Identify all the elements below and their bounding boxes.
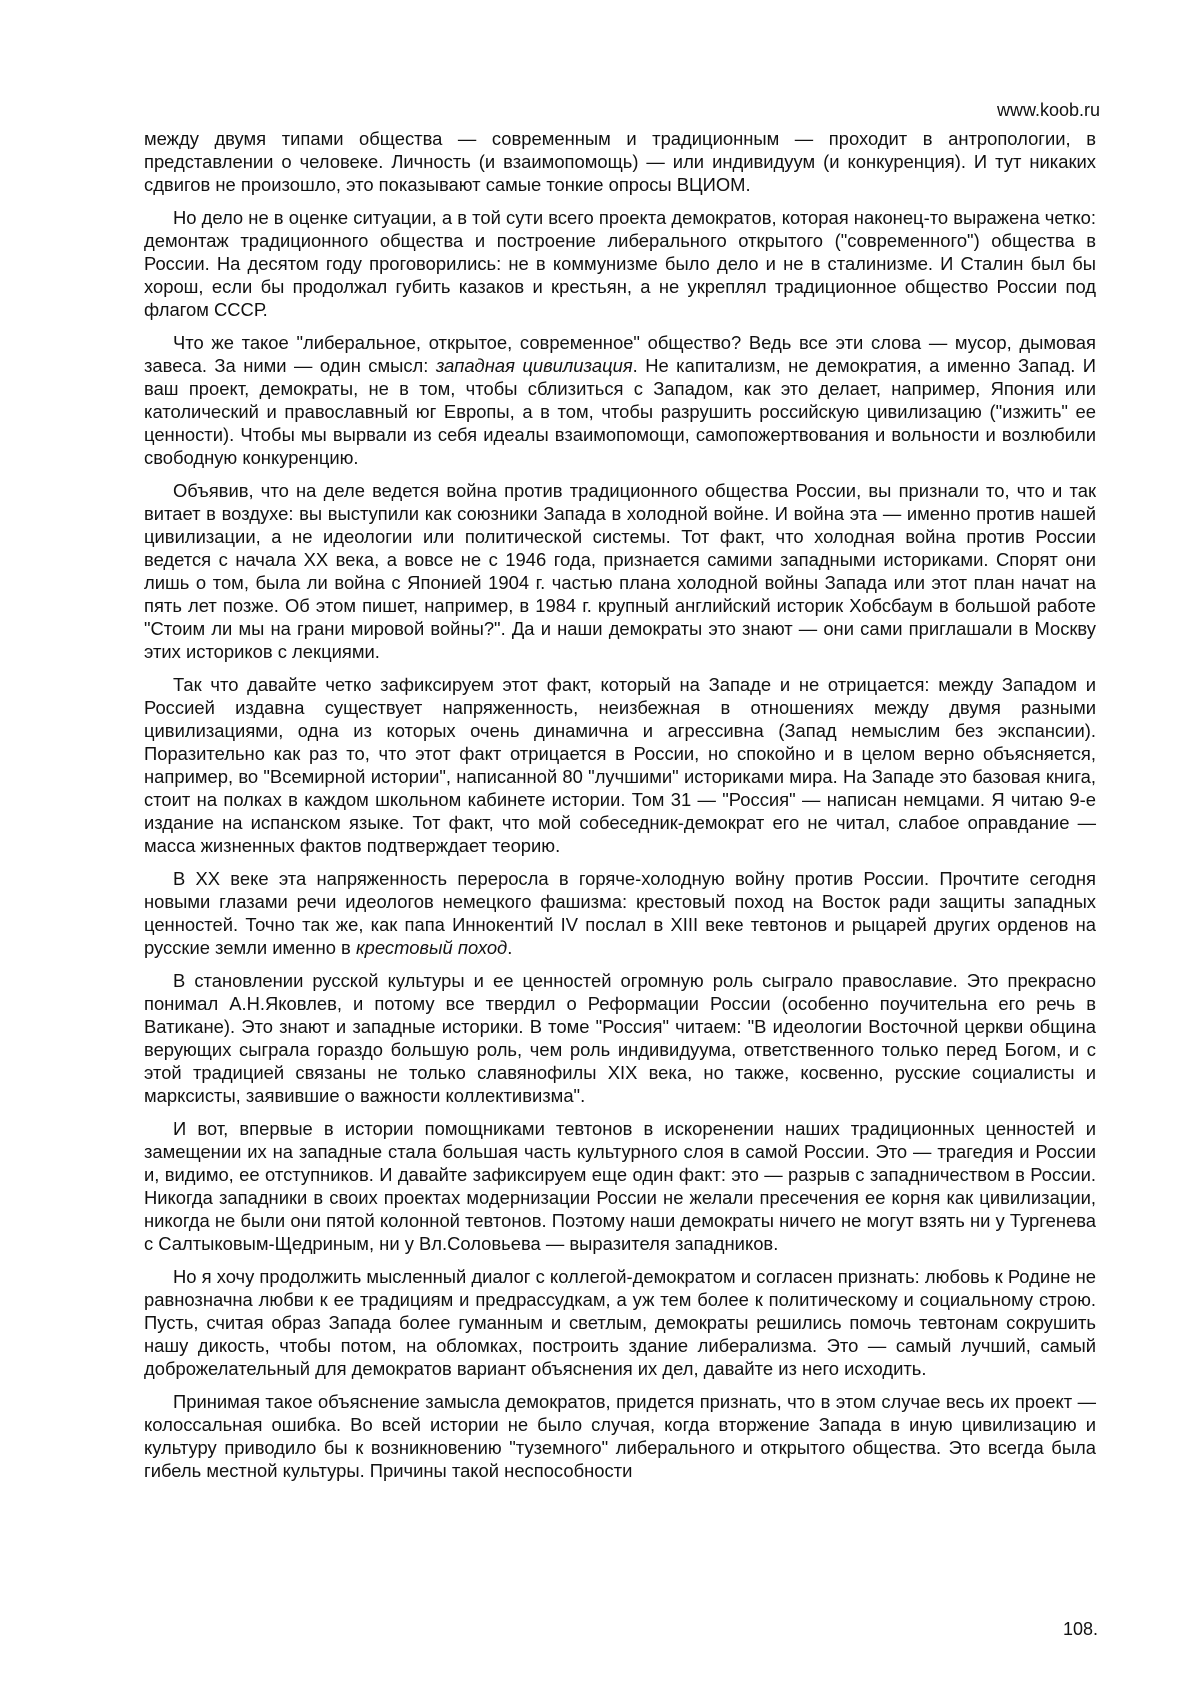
paragraph-6-text-before: В XX веке эта напряженность переросла в горяче-холодную войну против России. Прочтите сегодня новыми глазами речи идеологов немецкого фашизма: крестовый поход на Восток ради защиты западных ценностей. Точно так же, как папа Иннокентий IV послал в XIII веке тевтонов и рыцарей других орденов на русские земли именно в [144,868,1096,958]
paragraph-7: В становлении русской культуры и ее ценностей огромную роль сыграло православие. Это прекрасно понимал А.Н.Яковлев, и потому все твердил о Реформации России (особенно поучительна его речь в Ватикане). Это знают и западные историки. В томе "Россия" читаем: "В идеологии Восточной церкви община верующих сыграла гораздо большую роль, чем роль индивидуума, ответственного только перед Богом, и с этой традицией связаны не только славянофилы XIX века, но также, косвенно, русские социалисты и марксисты, заявившие о важности коллективизма". [144,970,1096,1106]
paragraph-2: Но дело не в оценке ситуации, а в той сути всего проекта демократов, которая наконец-то выражена четко: демонтаж традиционного общества и построение либерального открытого ("современного") общества в России. На десятом году проговорились: не в коммунизме было дело и не в сталинизме. И Сталин был бы хорош, если бы продолжал губить казаков и крестьян, а не укреплял традиционное общество России под флагом СССР. [144,207,1096,320]
paragraph-3-emphasis: западная цивилизация [435,355,633,376]
body-text [144,127,1096,1492]
paragraph-1: между двумя типами общества — современным и традиционным — проходит в антропологии, в представлении о человеке. Личность (и взаимопомощь) — или индивидуум (и конкуренция). И тут никаких сдвигов не произошло, это показывают самые тонкие опросы ВЦИОМ. [144,128,1096,195]
paragraph-3-text-before: Что же такое "либеральное, открытое, современное" общество? Ведь все эти слова — мусор, дымовая завеса. За ними — один смысл: [144,332,1096,376]
paragraph-4: Объявив, что на деле ведется война против традиционного общества России, вы признали то, что и так витает в воздухе: вы выступили как союзники Запада в холодной войне. И война эта — именно против нашей цивилизации, а не идеологии или политической системы. Тот факт, что холодная война против России ведется с начала XX века, а вовсе не с 1946 года, признается самими западными историками. Спорят они лишь о том, была ли война с Японией 1904 г. частью плана холодной войны Запада или этот план начат на пять лет позже. Об этом пишет, например, в 1984 г. крупный английский историк Хобсбаум в большой работе "Стоим ли мы на грани мировой войны?". Да и наши демократы это знают — они сами приглашали в Москву этих историков с лекциями. [144,480,1096,662]
paragraph-3 [144,331,1096,469]
paragraph-8: И вот, впервые в истории помощниками тевтонов в искоренении наших традиционных ценностей и замещении их на западные стала большая часть культурного слоя в самой России. Это — трагедия и России и, видимо, ее отступников. И давайте зафиксируем еще один факт: это — разрыв с западничеством в России. Никогда западники в своих проектах модернизации России не желали пресечения ее корня как цивилизации, никогда не были они пятой колонной тевтонов. Поэтому наши демократы ничего не могут взять ни у Тургенева с Салтыковым-Щедриным, ни у Вл.Соловьева — выразителя западников. [144,1118,1096,1254]
site-url: www.koob.ru [996,100,1100,120]
paragraph-3-text-after: . Не капитализм, не демократия, а именно Запад. И ваш проект, демократы, не в том, чтобы сблизиться с Западом, как это делает, например, Япония или католический и православный юг Европы, а в том, чтобы разрушить российскую цивилизацию ("изжить" ее ценности). Чтобы мы вырвали из себя идеалы взаимопомощи, самопожертвования и вольности и возлюбили свободную конкуренцию. [144,355,1096,468]
paragraph-5: Так что давайте четко зафиксируем этот факт, который на Западе и не отрицается: между Западом и Россией издавна существует напряженность, неизбежная в отношениях между двумя разными цивилизациями, одна из которых очень динамична и агрессивна (Запад немыслим без экспансии). Поразительно как раз то, что этот факт отрицается в России, но спокойно и в целом верно объясняется, например, во "Всемирной истории", написанной 80 "лучшими" историками мира. На Западе это базовая книга, стоит на полках в каждом школьном кабинете истории. Том 31 — "Россия" — написан немцами. Я читаю 9-е издание на испанском языке. Тот факт, что мой собеседник-демократ его не читал, слабое оправдание — масса жизненных фактов подтверждает теорию. [144,674,1096,856]
paragraph-10: Принимая такое объяснение замысла демократов, придется признать, что в этом случае весь их проект — колоссальная ошибка. Во всей истории не было случая, когда вторжение Запада в иную цивилизацию и культуру приводило бы к возникновению "туземного" либерального и открытого общества. Это всегда была гибель местной культуры. Причины такой неспособности [144,1391,1096,1481]
paragraph-6 [144,867,1096,959]
paragraph-6-text-after: . [507,937,513,958]
paragraph-9: Но я хочу продолжить мысленный диалог с коллегой-демократом и согласен признать: любовь к Родине не равнозначна любви к ее традициям и предрассудкам, а уж тем более к политическому и социальному строю. Пусть, считая образ Запада более гуманным и светлым, демократы решились помочь тевтонам сокрушить нашу дикость, чтобы потом, на обломках, построить здание либерализма. Это — самый лучший, самый доброжелательный для демократов вариант объяснения их дел, давайте из него исходить. [144,1266,1096,1379]
page-number: 108. [1062,1619,1098,1639]
paragraph-6-emphasis: крестовый поход [355,937,508,958]
